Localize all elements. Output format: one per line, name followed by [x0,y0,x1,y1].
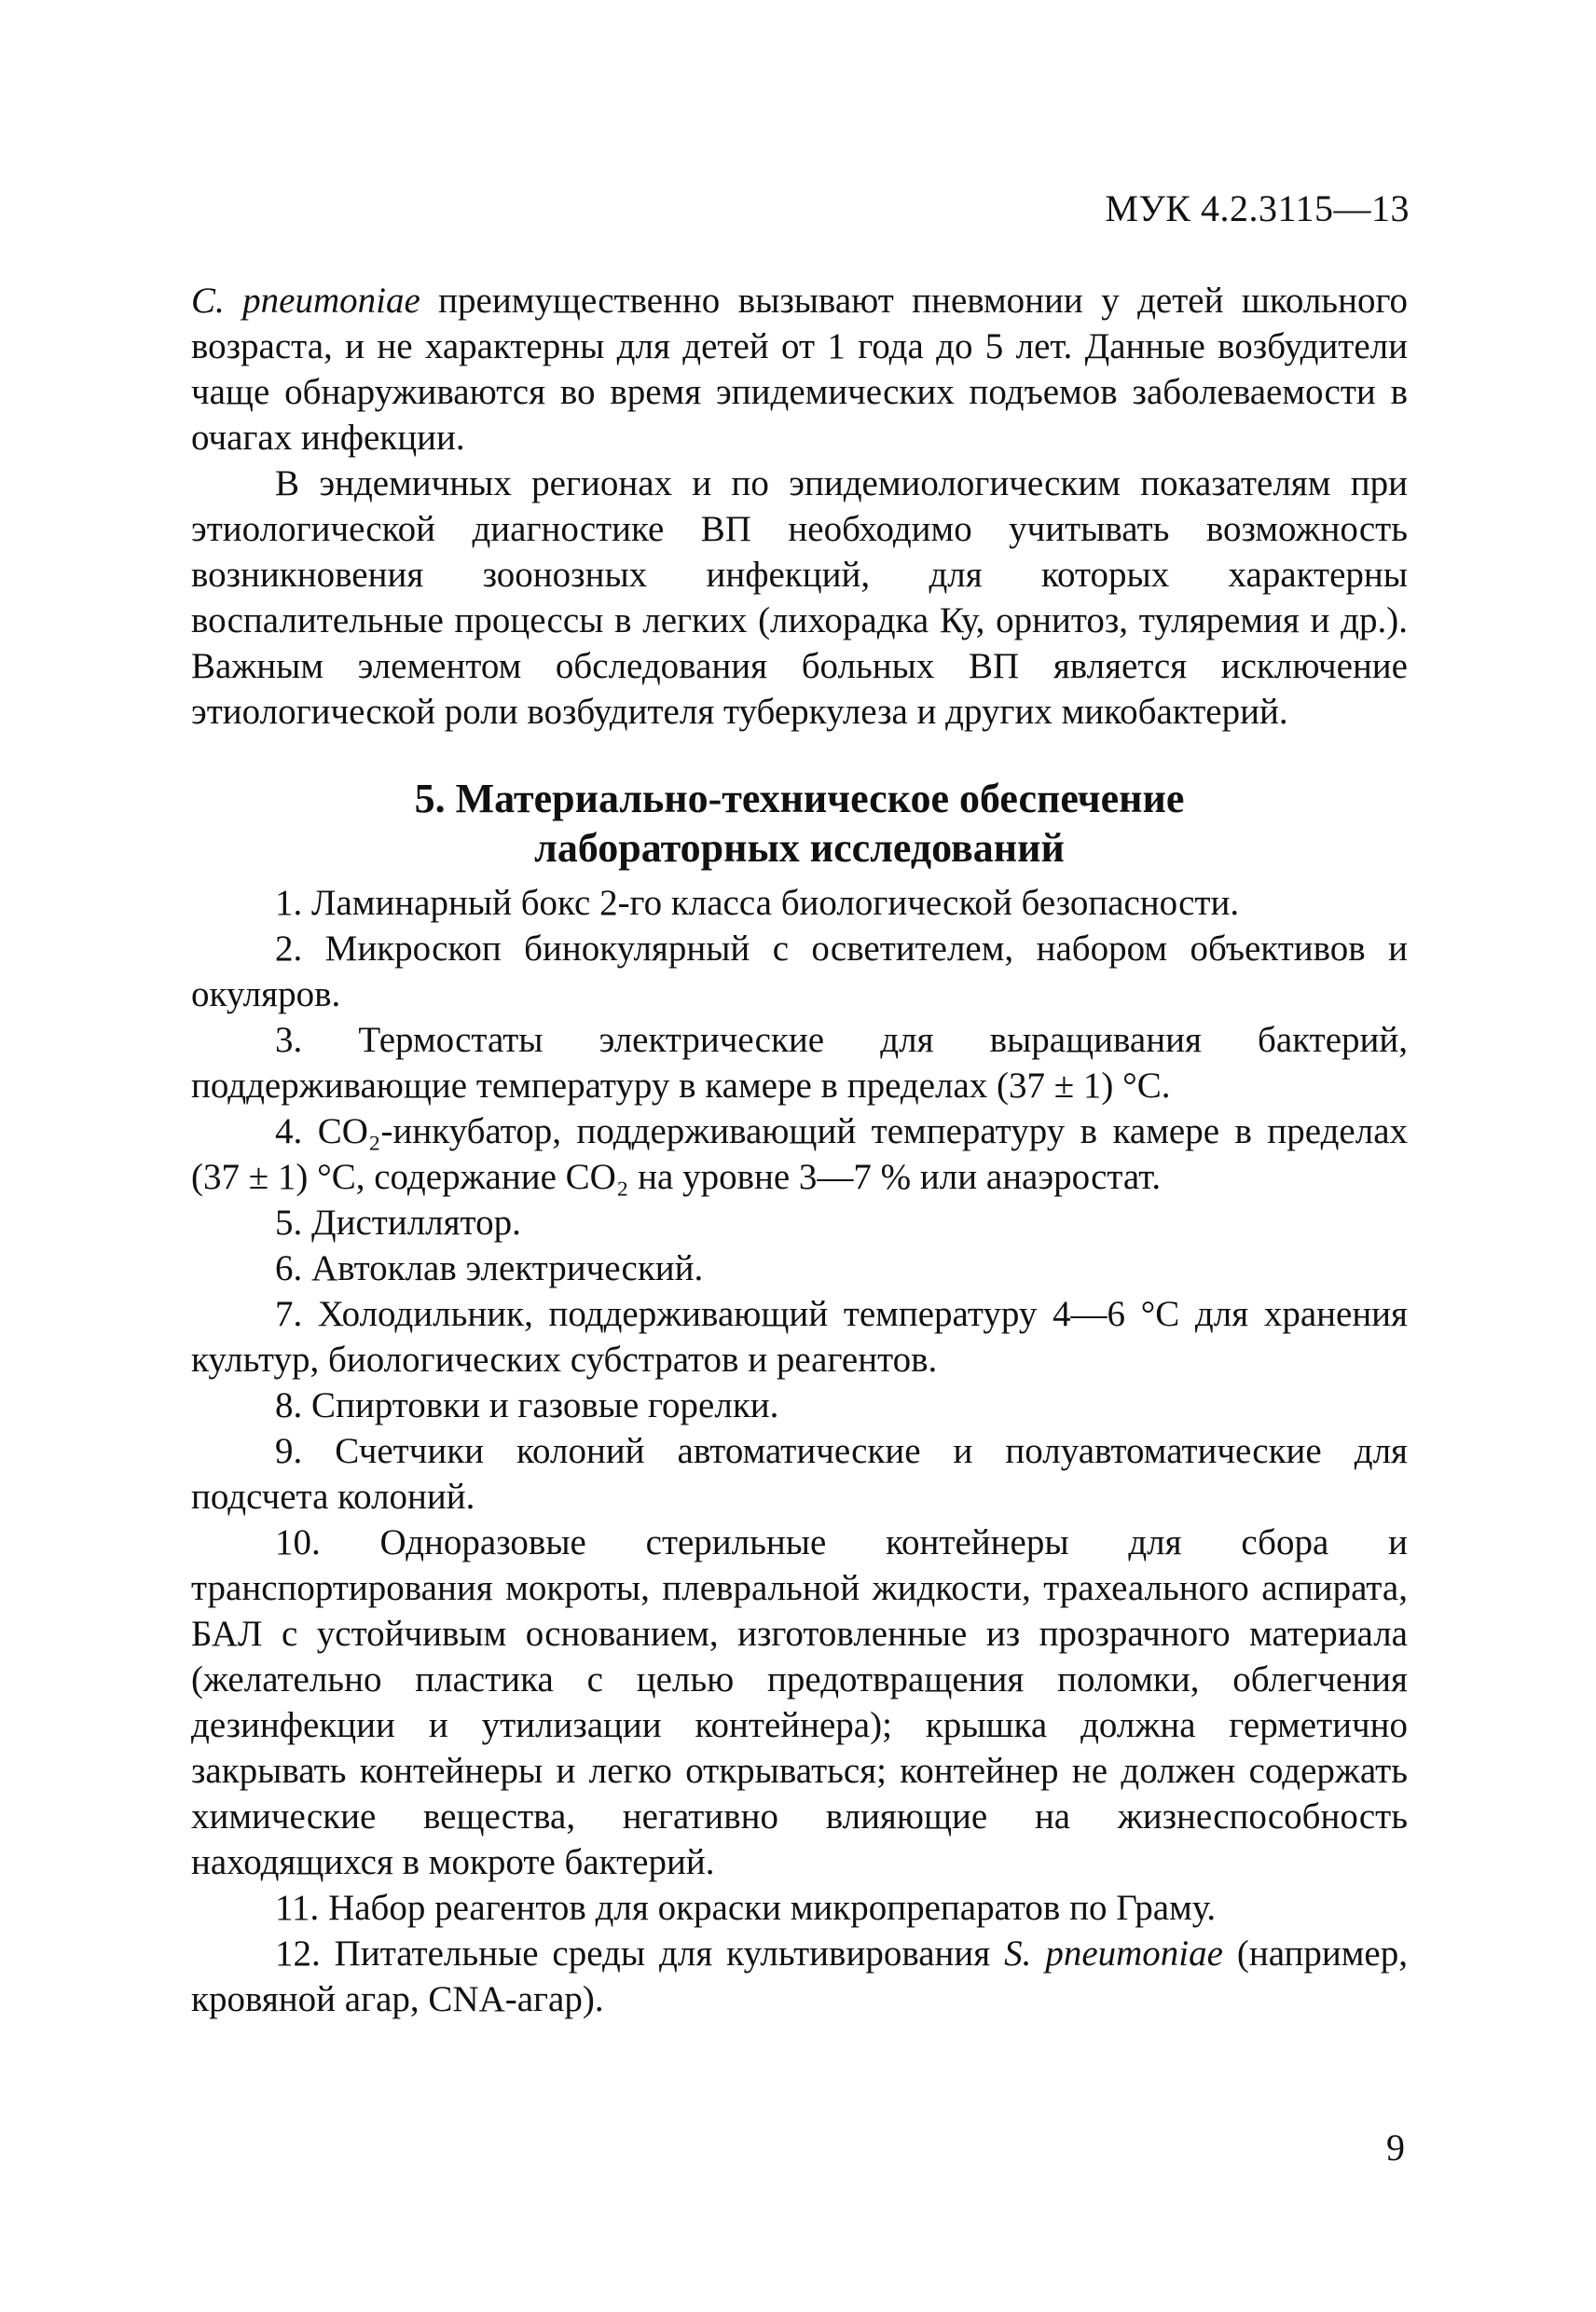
species-name: C. pneumoniae [191,281,420,321]
list-item-text: Автоклав электрический. [302,1248,704,1288]
page-number: 9 [1386,2126,1405,2168]
document-code-header: МУК 4.2.3115—13 [1105,187,1410,229]
list-item-number: 3. [275,1020,303,1060]
list-item-number: 12. [275,1934,321,1974]
list-item-text: (например, кровяной агар, CNA-агар). [191,1934,1408,2019]
list-item-number: 9. [275,1431,303,1471]
list-item-number: 8. [275,1385,303,1425]
list-item [191,926,1408,1017]
list-item-text: CO₂-инкубатор, поддерживающий температуру в камере в пределах (37 ± 1) °С, содержание CO₂ на уровне 3—7 % или анаэростат. [191,1111,1408,1197]
list-item [191,1291,1408,1383]
intro-paragraph-2: В эндемичных регионах и по эпидемиологическим показателям при этиологической диагностике ВП необходимо учитывать возможность возникновения зоонозных инфекций, для которых характерны воспалительные процессы в легких (лихорадка Ку, орнитоз, туляремия и др.). Важным элементом обследования больных ВП является исключение этиологической роли возбудителя туберкулеза и других микобактерий. [191,463,1408,732]
list-item-text: Спиртовки и газовые горелки. [302,1385,779,1425]
list-item [191,1520,1408,1885]
list-item-number: 5. [275,1203,303,1243]
list-item [191,1383,1408,1428]
list-item-text: Дистиллятор. [302,1203,521,1243]
species-name: S. pneumoniae [1004,1934,1223,1974]
list-item [191,1108,1408,1200]
list-item-number: 1. [275,883,303,923]
list-item [191,1017,1408,1108]
intro-paragraph-1 [191,278,1408,461]
list-item-text: Холодильник, поддерживающий температуру 4—6 °С для хранения культур, биологических субстратов и реагентов. [191,1294,1408,1380]
list-item [191,1200,1408,1245]
list-item-number: 10. [275,1522,321,1562]
list-item [191,1245,1408,1291]
list-item [191,880,1408,926]
list-item [191,1885,1408,1931]
list-item-number: 4. [275,1111,303,1151]
list-item-number: 2. [275,929,303,969]
section-heading-line-2: лабораторных исследований [534,825,1065,871]
list-item-text: Микроскоп бинокулярный с осветителем, набором объективов и окуляров. [191,929,1408,1014]
section-heading [191,774,1408,873]
list-item-text: Набор реагентов для окраски микропрепаратов по Граму. [319,1888,1217,1928]
list-item [191,1931,1408,2022]
list-item-text: Термостаты электрические для выращивания бактерий, поддерживающие температуру в камере в пределах (37 ± 1) °С. [191,1020,1408,1106]
document-body [191,278,1408,2022]
section-heading-line-1: 5. Материально-техническое обеспечение [414,776,1185,821]
intro-paragraph-1-text: преимущественно вызывают пневмонии у детей школьного возраста, и не характерны для детей от 1 года до 5 лет. Данные возбудители чаще обнаруживаются во время эпидемических подъемов заболеваемости в очагах инфекции. [191,281,1408,458]
list-item-text: Счетчики колоний автоматические и полуавтоматические для подсчета колоний. [191,1431,1408,1517]
list-item-text: Ламинарный бокс 2-го класса биологической безопасности. [302,883,1240,923]
list-item-number: 7. [275,1294,303,1334]
list-item-number: 6. [275,1248,303,1288]
list-item-text: Одноразовые стерильные контейнеры для сбора и транспортирования мокроты, плевральной жидкости, трахеального аспирата, БАЛ с устойчивым основанием, изготовленные из прозрачного материала (желательно пластика с целью предотвращения поломки, облегчения дезинфекции и утилизации контейнера); крышка должна герметично закрывать контейнеры и легко открываться; контейнер не должен содержать химические вещества, негативно влияющие на жизнеспособность находящихся в мокроте бактерий. [191,1522,1408,1882]
list-item [191,1428,1408,1520]
list-item-number: 11. [275,1888,320,1928]
list-item-text: Питательные среды для культивирования [320,1934,1005,1974]
equipment-list [191,880,1408,2022]
